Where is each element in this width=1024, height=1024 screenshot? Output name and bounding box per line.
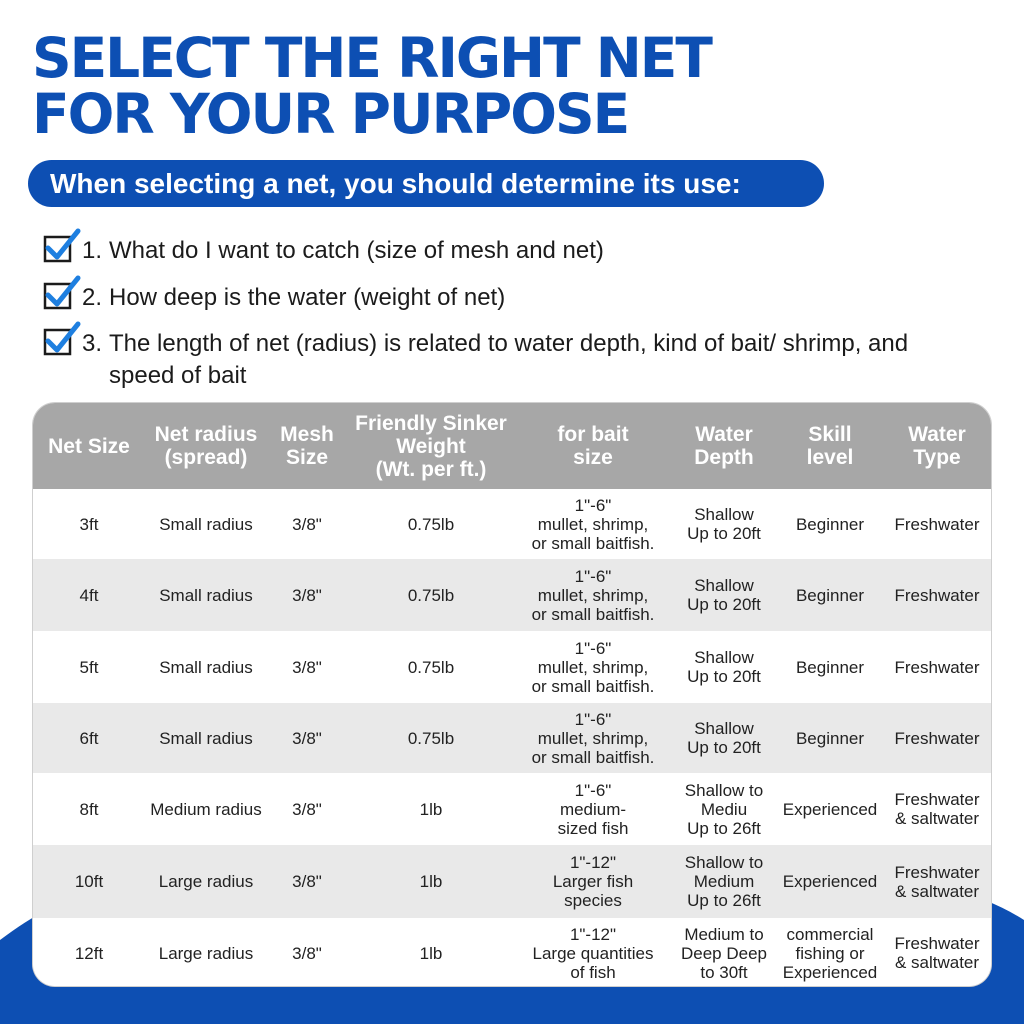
table-cell-sinker-weight: 1lb (347, 845, 515, 918)
table-cell-mesh-size: 3/8" (267, 845, 347, 918)
table-cell-bait-size: 1"-6" mullet, shrimp, or small baitfish. (515, 559, 671, 631)
table-cell-bait-size: 1"-12" Larger fish species (515, 845, 671, 918)
table-cell-skill-level: Beginner (777, 703, 883, 773)
table-cell-mesh-size: 3/8" (267, 631, 347, 703)
checklist-number: 2. (82, 284, 103, 311)
data-table (33, 403, 991, 986)
table-cell-mesh-size: 3/8" (267, 489, 347, 559)
table-cell-net-radius: Small radius (145, 489, 267, 559)
table-cell-water-type: Freshwater & saltwater (883, 845, 991, 918)
table-cell-water-type: Freshwater (883, 631, 991, 703)
table-cell-water-depth: Shallow to Mediu Up to 26ft (671, 773, 777, 845)
table-cell-sinker-weight: 0.75lb (347, 559, 515, 631)
table-cell-skill-level: Experienced (777, 845, 883, 918)
table-cell-net-radius: Medium radius (145, 773, 267, 845)
title-line-2: FOR YOUR PURPOSE (32, 82, 629, 146)
table-cell-net-radius: Small radius (145, 703, 267, 773)
column-header-sinker-weight: Friendly Sinker Weight (Wt. per ft.) (347, 403, 515, 489)
column-header-net-size: Net Size (33, 403, 145, 489)
table-cell-net-radius: Small radius (145, 631, 267, 703)
table-cell-water-type: Freshwater & saltwater (883, 773, 991, 845)
table-cell-water-depth: Shallow Up to 20ft (671, 559, 777, 631)
table-cell-water-type: Freshwater (883, 559, 991, 631)
table-cell-water-depth: Shallow Up to 20ft (671, 703, 777, 773)
checklist-number: 3. (82, 330, 103, 357)
table-cell-net-size: 10ft (33, 845, 145, 918)
checkbox-checked-icon (42, 275, 82, 311)
table-cell-skill-level: commercial fishing or Experienced (777, 918, 883, 986)
checklist-text: The length of net (radius) is related to water depth, kind of bait/ shrimp, and speed of bait (109, 330, 909, 389)
table-cell-water-depth: Shallow Up to 20ft (671, 631, 777, 703)
table-cell-net-size: 4ft (33, 559, 145, 631)
title-line-1: SELECT THE RIGHT NET (32, 26, 711, 90)
column-header-water-depth: Water Depth (671, 403, 777, 489)
column-header-skill-level: Skill level (777, 403, 883, 489)
table-row (33, 559, 991, 631)
table-cell-sinker-weight: 0.75lb (347, 489, 515, 559)
table-cell-water-depth: Medium to Deep Deep to 30ft (671, 918, 777, 986)
table-cell-mesh-size: 3/8" (267, 773, 347, 845)
table-cell-skill-level: Experienced (777, 773, 883, 845)
table-cell-mesh-size: 3/8" (267, 918, 347, 986)
table-cell-water-depth: Shallow Up to 20ft (671, 489, 777, 559)
table-cell-bait-size: 1"-6" mullet, shrimp, or small baitfish. (515, 489, 671, 559)
checklist-text: How deep is the water (weight of net) (109, 284, 506, 311)
column-header-net-radius: Net radius (spread) (145, 403, 267, 489)
table-cell-net-size: 5ft (33, 631, 145, 703)
checkbox-checked-icon (42, 228, 82, 264)
column-header-water-type: Water Type (883, 403, 991, 489)
table-cell-sinker-weight: 0.75lb (347, 631, 515, 703)
table-cell-bait-size: 1"-6" mullet, shrimp, or small baitfish. (515, 703, 671, 773)
table-cell-water-type: Freshwater (883, 489, 991, 559)
table-cell-skill-level: Beginner (777, 559, 883, 631)
table-row (33, 489, 991, 559)
column-header-bait-size: for bait size (515, 403, 671, 489)
table-cell-skill-level: Beginner (777, 489, 883, 559)
checklist-text: What do I want to catch (size of mesh and net) (109, 237, 604, 264)
subtitle-banner: When selecting a net, you should determine its use: (28, 160, 824, 207)
table-header-row (33, 403, 991, 489)
table-cell-sinker-weight: 1lb (347, 773, 515, 845)
table-cell-net-size: 6ft (33, 703, 145, 773)
table-cell-water-type: Freshwater (883, 703, 991, 773)
table-row (33, 773, 991, 845)
table-cell-net-radius: Large radius (145, 845, 267, 918)
table-row (33, 703, 991, 773)
table-body (33, 489, 991, 986)
table-row (33, 845, 991, 918)
table-cell-sinker-weight: 1lb (347, 918, 515, 986)
table-cell-sinker-weight: 0.75lb (347, 703, 515, 773)
page-title (32, 26, 711, 146)
checklist-number: 1. (82, 237, 103, 264)
table-cell-net-size: 8ft (33, 773, 145, 845)
net-selection-table (33, 403, 991, 986)
table-cell-bait-size: 1"-12" Large quantities of fish (515, 918, 671, 986)
table-cell-bait-size: 1"-6" mullet, shrimp, or small baitfish. (515, 631, 671, 703)
checkbox-checked-icon (42, 321, 82, 357)
table-row (33, 631, 991, 703)
table-cell-skill-level: Beginner (777, 631, 883, 703)
column-header-mesh-size: Mesh Size (267, 403, 347, 489)
table-cell-net-radius: Large radius (145, 918, 267, 986)
table-cell-water-depth: Shallow to Medium Up to 26ft (671, 845, 777, 918)
table-cell-bait-size: 1"-6" medium- sized fish (515, 773, 671, 845)
table-row (33, 918, 991, 986)
table-cell-net-radius: Small radius (145, 559, 267, 631)
table-cell-mesh-size: 3/8" (267, 703, 347, 773)
table-cell-net-size: 3ft (33, 489, 145, 559)
table-cell-net-size: 12ft (33, 918, 145, 986)
table-cell-mesh-size: 3/8" (267, 559, 347, 631)
table-cell-water-type: Freshwater & saltwater (883, 918, 991, 986)
